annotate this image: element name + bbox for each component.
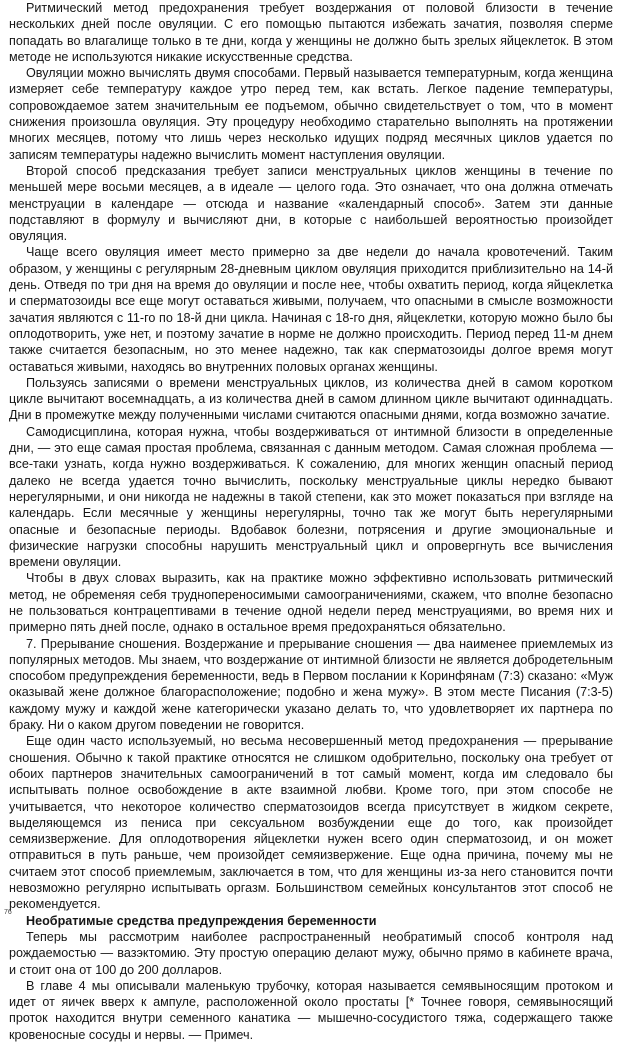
paragraph-vasectomy-intro: Теперь мы рассмотрим наиболее распространенный необратимый способ контроля над рождаемостью — вазэктомию. Эту простую операцию делают мужу, обычно прямо в кабинете врача, и стоит она от 100 до 200 долларов.	[9, 929, 613, 977]
section-heading: Необратимые средства предупреждения беременности	[26, 913, 377, 928]
paragraph-withdrawal-intro: 7. Прерывание сношения. Воздержание и прерывание сношения — два наименее приемлемых из популярных методов. Мы знаем, что воздержание от интимной близости не является добродетельным способом предупреждения беременности, ведь в Первом послании к Коринфянам (7:3) сказано: «Муж оказывай жене должное благорасположение; подобно и жена мужу». В этом месте Писания (7:3-5) каждому мужу и каждой жене категорически указано делать то, что удовлетворяет их партнера по браку. Ни о каком другом поведении не говорится.	[9, 636, 613, 733]
paragraph-cycle-calculation: Пользуясь записями о времени менструальных циклов, из количества дней в самом коротком цикле вычитают восемнадцать, а из количества дней в самом длинном цикле вычитают одиннадцать. Дни в промежутке между полученными числами считаются опасными днями, когда возможно зачатие.	[9, 375, 613, 423]
document-page	[9, 0, 613, 1042]
paragraph-withdrawal-details: Еще один часто используемый, но весьма несовершенный метод предохранения — прерывание сношения. Обычно к такой практике относятся не слишком одобрительно, поскольку она требует от обоих партнеров значительных самоограничений в тот самый момент, когда им следовало бы испытывать полное освобождение в акте взаимной любви. Кроме того, при этом способе не учитывается, что некоторое количество сперматозоидов всегда присутствует в жидком секрете, выделяющемся из пениса при сексуальном возбуждении еще до того, как произойдет семяизвержение. Для оплодотворения яйцеклетки нужен всего один сперматозоид, и он может отправиться в путь раньше, чем произойдет семяизвержение. Еще одна причина, почему мы не считаем этот способ приемлемым, заключается в том, что для женщины из-за него становится почти невозможно регулярно испытывать оргазм. Большинством семейных консультантов этот способ не рекомендуется.	[9, 734, 613, 912]
paragraph-vas-deferens: В главе 4 мы описывали маленькую трубочку, которая называется семявыносящим протоком и идет от яичек вверх к ампуле, расположенной около простаты [* Точнее говоря, семявыносящий проток находится внутри семенного канатика — мышечно-сосудистого тяжа, содержащего также кровеносные сосуды и нервы. — Примеч.	[9, 978, 613, 1042]
paragraph-practical-summary: Чтобы в двух словах выразить, как на практике можно эффективно использовать ритмический метод, не обременяя себя труднопереносимыми самоограничениями, скажем, что вполне безопасно не пользоваться контрацептивами в течение одной недели перед менструациями, во время них и примерно пять дней после, однако в остальное время предохраняться обязательно.	[9, 571, 613, 635]
page-number: 76	[4, 909, 12, 916]
paragraph-ovulation-timing: Чаще всего овуляция имеет место примерно за две недели до начала кровотечений. Таким образом, у женщины с регулярным 28-дневным циклом овуляция приходится приблизительно на 14-й день. Отведя по три дня на время до овуляции и после нее, чтобы охватить период, когда яйцеклетка и сперматозоиды все еще могут оставаться живыми, получаем, что опасными в смысле возможности зачатия являются с 11-го по 18-й дни цикла. Начиная с 18-го дня, яйцеклетки, которую можно было бы оплодотворить, уже нет, и поэтому зачатие в норме не должно происходить. Период перед 11-м днем также считается безопасным, но это менее надежно, так как сперматозоиды долгое время могут оставаться живыми, находясь во внутренних половых органах женщины.	[9, 245, 613, 374]
paragraph-rhythm-method: Ритмический метод предохранения требует воздержания от половой близости в течение нескольких дней после овуляции. С его помощью пытаются избежать зачатия, позволяя сперме попадать во влагалище только в те дни, когда у женщины не должно быть зрелых яйцеклеток. В этом методе не используются никакие искусственные средства.	[9, 1, 613, 64]
paragraph-self-discipline: Самодисциплина, которая нужна, чтобы воздерживаться от интимной близости в определенные дни, — это еще самая простая проблема, связанная с данным методом. Самая сложная проблема — все-таки узнать, когда нужно воздерживаться. К сожалению, для многих женщин опасный период далеко не всегда удается точно вычислить, поскольку менструальные циклы нередко бывают нерегулярными, и они никогда не надежны в такой степени, как это может показаться при взгляде на календарь. Если месячные у женщины нерегулярны, точно так же могут быть нерегулярными опасные и безопасные периоды. Вдобавок болезни, потрясения и другие эмоциональные и физические нагрузки способны нарушить менструальный цикл и опровергнуть все вычисления времени овуляции.	[9, 424, 613, 570]
paragraph-calendar-method: Второй способ предсказания требует записи менструальных циклов женщины в течение по меньшей мере восьми месяцев, а в идеале — целого года. Это означает, что она должна отмечать менструации в календаре — отсюда и название «календарный способ». Затем эти данные подставляют в формулу и вычисляют дни, в которые с наибольшей вероятностью произойдет овуляция.	[9, 163, 613, 244]
paragraph-ovulation-temperature: Овуляции можно вычислять двумя способами. Первый называется температурным, когда женщина измеряет себе температуру каждое утро перед тем, как встать. Легкое падение температуры, сопровождаемое затем значительным ее подъемом, обычно свидетельствует о том, что в момент снижения произошла овуляция. Эту процедуру необходимо старательно выполнять на протяжении многих месяцев, потому что лишь через несколько идущих подряд месячных циклов удается по записям температуры надежно вычислить момент наступления овуляции.	[9, 66, 613, 162]
